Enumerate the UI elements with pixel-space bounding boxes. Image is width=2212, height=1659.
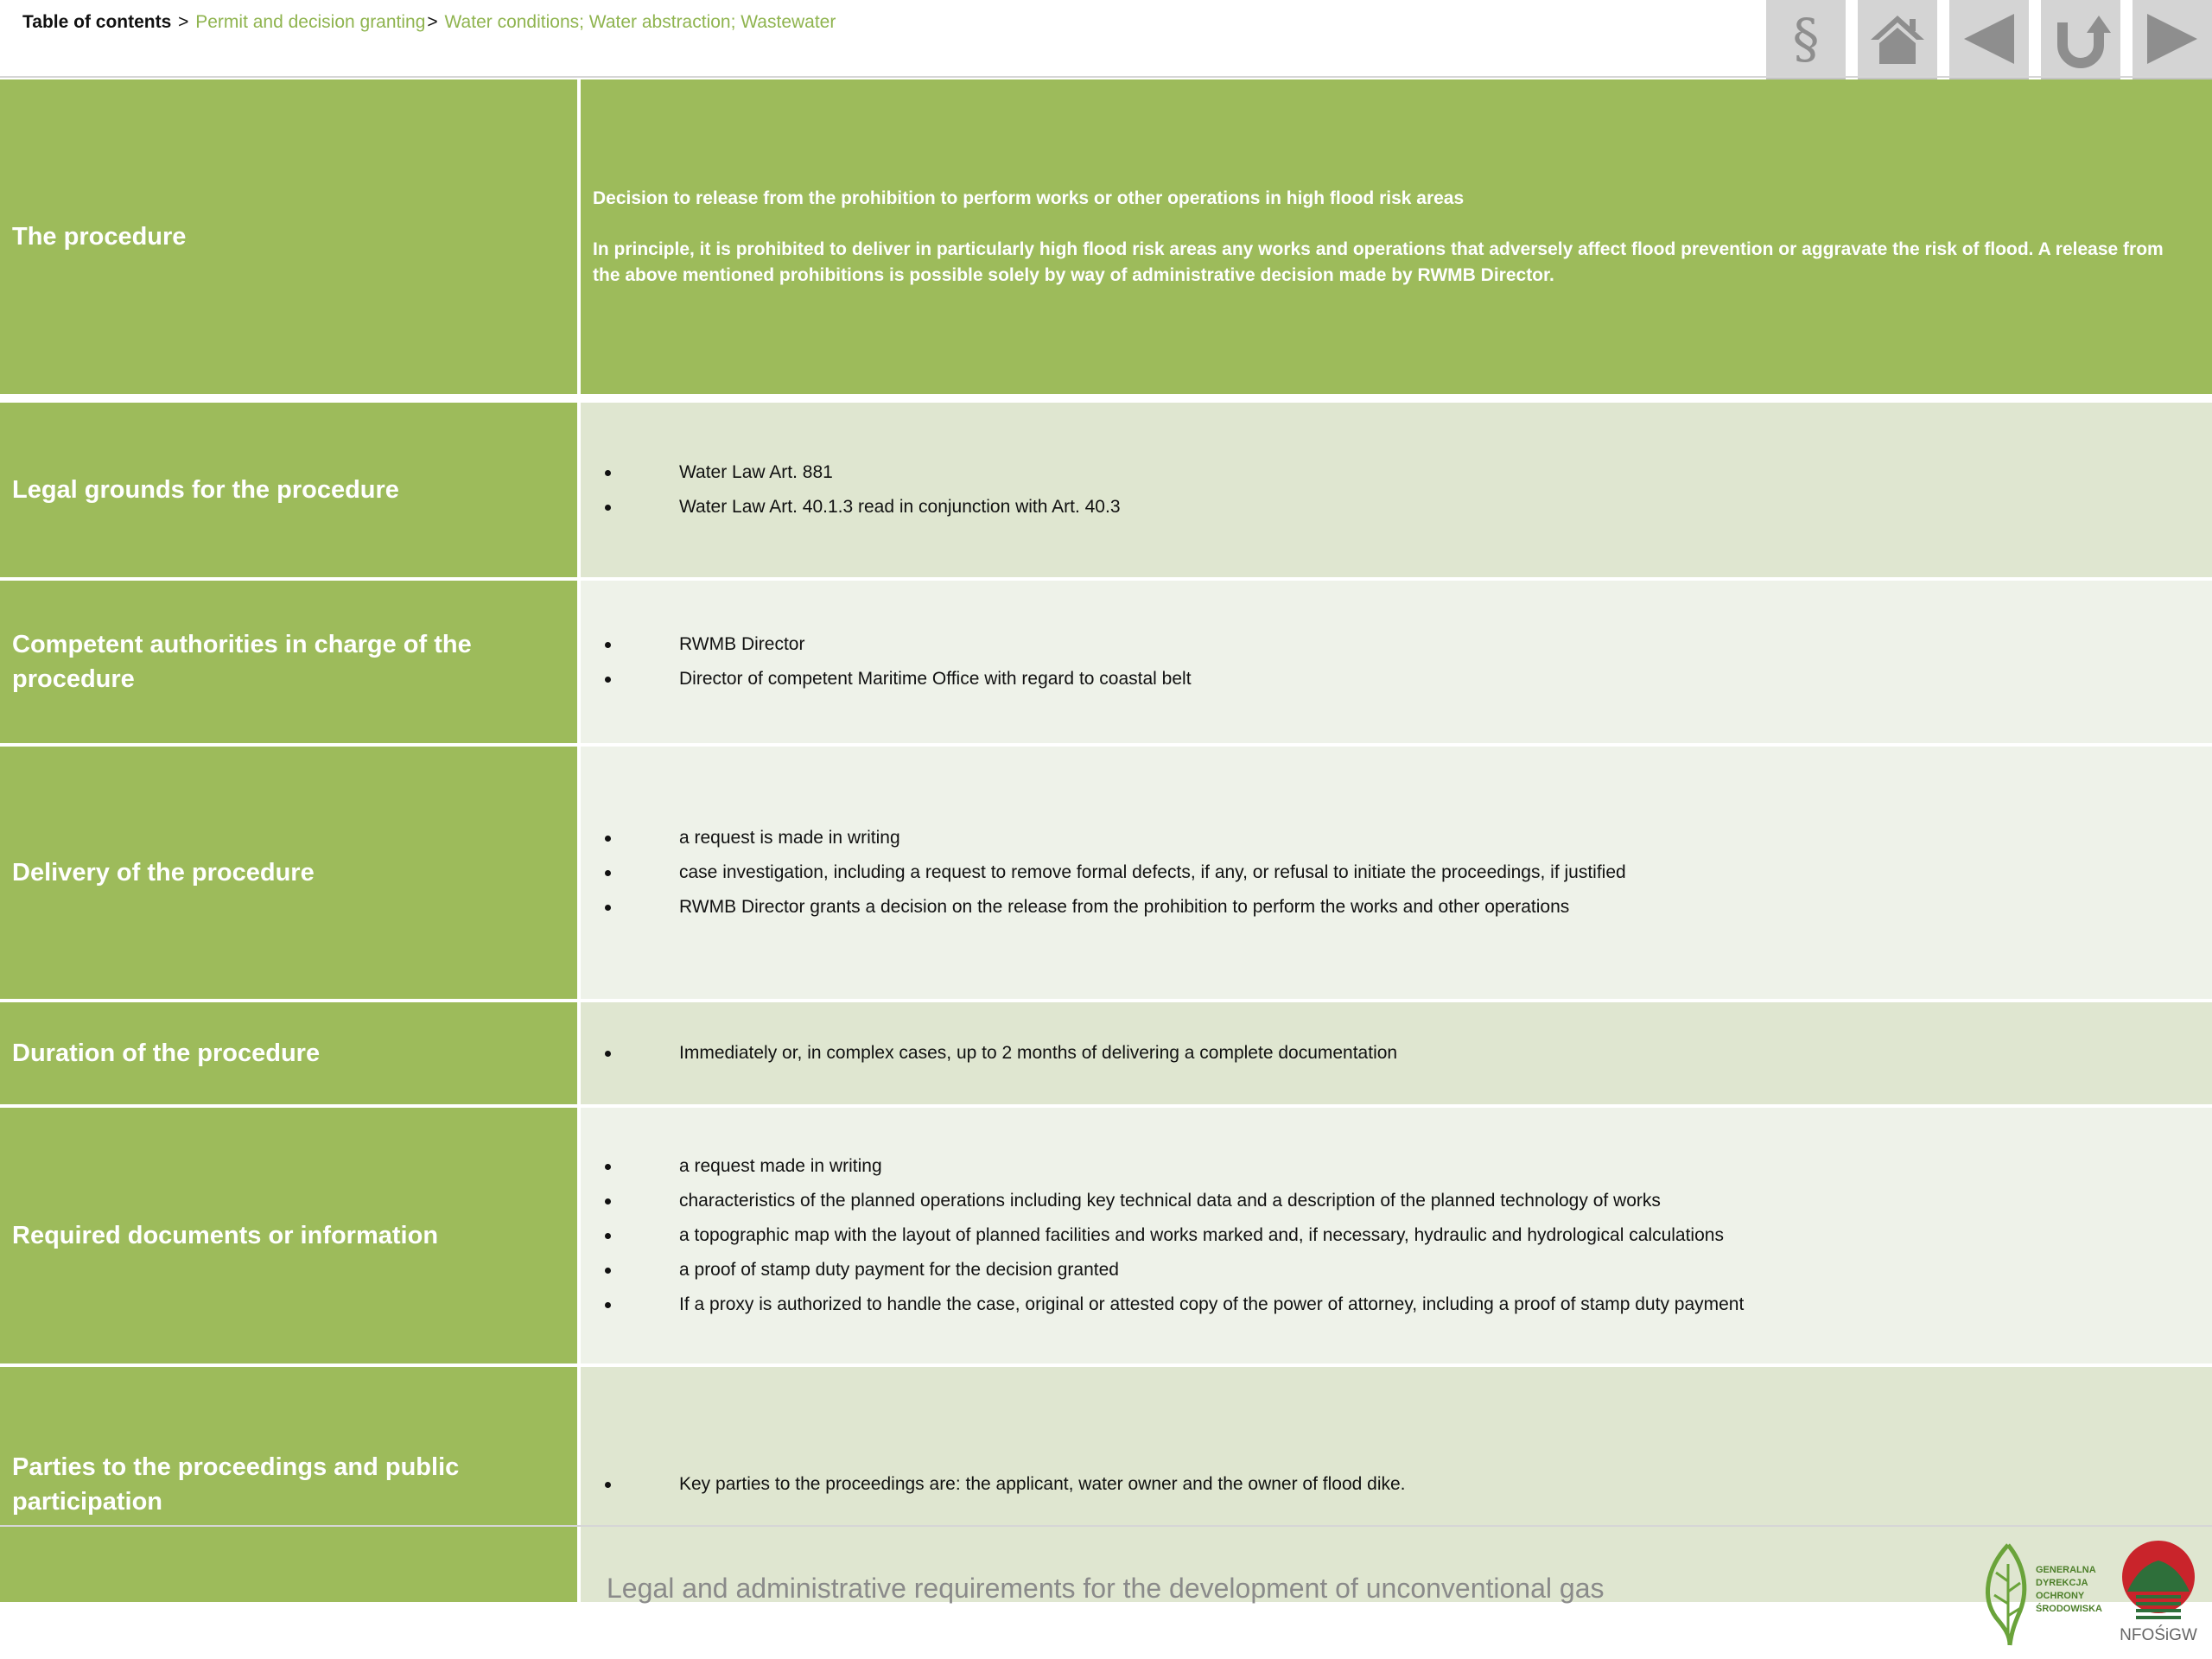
header-divider: [0, 76, 2212, 78]
list-item: Director of competent Maritime Office with regard to coastal belt: [593, 662, 2186, 696]
row-label-legal-grounds: Legal grounds for the procedure: [0, 403, 577, 577]
row-content-delivery: [581, 747, 2212, 999]
list-item: Key parties to the proceedings are: the applicant, water owner and the owner of flood dike.: [593, 1467, 2186, 1502]
gdos-logo: [1979, 1538, 2102, 1646]
list-item: a topographic map with the layout of planned facilities and works marked and, if necessary, hydraulic and hydrological calculations: [593, 1218, 2186, 1253]
table-row-documents: [0, 1108, 2212, 1363]
home-button[interactable]: [1858, 0, 1937, 79]
row-label-delivery: Delivery of the procedure: [0, 747, 577, 999]
back-arrow-icon: [1959, 9, 2019, 69]
procedure-title: Decision to release from the prohibition to perform works or other operations in high flood risk areas: [593, 188, 1465, 208]
return-icon: [2050, 9, 2111, 69]
row-content-authorities: [581, 581, 2212, 743]
table-row-delivery: [0, 747, 2212, 999]
row-label-duration: Duration of the procedure: [0, 1002, 577, 1104]
list-item: If a proxy is authorized to handle the case, original or attested copy of the power of attorney, including a proof of stamp duty payment: [593, 1287, 2186, 1322]
logo-text-line: DYREKCJA: [2036, 1578, 2088, 1588]
list-item: Immediately or, in complex cases, up to 2 months of delivering a complete documentation: [593, 1036, 2186, 1071]
forward-button[interactable]: [2133, 0, 2212, 79]
home-icon: [1867, 9, 1928, 69]
list-item: RWMB Director: [593, 627, 2186, 662]
row-content-documents: [581, 1108, 2212, 1363]
list-item: Water Law Art. 40.1.3 read in conjunction with Art. 40.3: [593, 490, 2186, 524]
row-label-procedure: The procedure: [0, 79, 577, 394]
table-row-legal-grounds: [0, 403, 2212, 577]
header: [0, 0, 2212, 78]
row-content-duration: [581, 1002, 2212, 1104]
table-row-parties: [0, 1367, 2212, 1602]
list-item: characteristics of the planned operations including key technical data and a description of the planned technology of works: [593, 1184, 2186, 1218]
logo-text-line: ŚRODOWISKA: [2036, 1604, 2102, 1614]
row-content-procedure: [581, 79, 2212, 394]
breadcrumb-root-link[interactable]: Table of contents: [22, 12, 172, 32]
breadcrumb-link-permit[interactable]: Permit and decision granting: [195, 12, 426, 32]
paragraph-icon: §: [1792, 7, 1820, 70]
list-item: Water Law Art. 881: [593, 455, 2186, 490]
row-label-authorities: Competent authorities in charge of the procedure: [0, 581, 577, 743]
logo-text-line: OCHRONY: [2036, 1591, 2085, 1601]
logo-text-line: GENERALNA: [2036, 1565, 2096, 1575]
breadcrumb-separator: >: [178, 12, 189, 32]
breadcrumb: [22, 12, 836, 33]
breadcrumb-separator: >: [427, 12, 438, 32]
forward-arrow-icon: [2142, 9, 2202, 69]
list-item: a request is made in writing: [593, 821, 2186, 855]
back-button[interactable]: [1949, 0, 2029, 79]
list-item: RWMB Director grants a decision on the release from the prohibition to perform the works and other operations: [593, 890, 2186, 925]
procedure-text: In principle, it is prohibited to deliver in particularly high flood risk areas any works and operations that adversely affect flood prevention or aggravate the risk of flood. A release from the above mentioned prohibitions is possible solely by way of administrative decision made by RWMB Director.: [593, 238, 2164, 285]
return-button[interactable]: [2041, 0, 2120, 79]
nav-button-bar: [1766, 0, 2212, 79]
paragraph-button[interactable]: [1766, 0, 1846, 79]
table-row-procedure: [0, 79, 2212, 394]
row-content-legal-grounds: [581, 403, 2212, 577]
table-row-duration: [0, 1002, 2212, 1104]
list-item: a request made in writing: [593, 1149, 2186, 1184]
list-item: a proof of stamp duty payment for the decision granted: [593, 1253, 2186, 1287]
list-item: case investigation, including a request to remove formal defects, if any, or refusal to initiate the proceedings, if justified: [593, 855, 2186, 890]
row-label-parties: Parties to the proceedings and public participation: [0, 1367, 577, 1602]
footer-title: Legal and administrative requirements for the development of unconventional gas: [607, 1573, 1605, 1604]
footer-divider: [0, 1525, 2212, 1527]
breadcrumb-link-water[interactable]: Water conditions; Water abstraction; Wastewater: [444, 12, 836, 32]
row-label-documents: Required documents or information: [0, 1108, 577, 1363]
table-row-authorities: [0, 581, 2212, 743]
nfosigw-logo-text: NFOŚiGW: [2120, 1626, 2197, 1644]
row-content-parties: [581, 1367, 2212, 1602]
